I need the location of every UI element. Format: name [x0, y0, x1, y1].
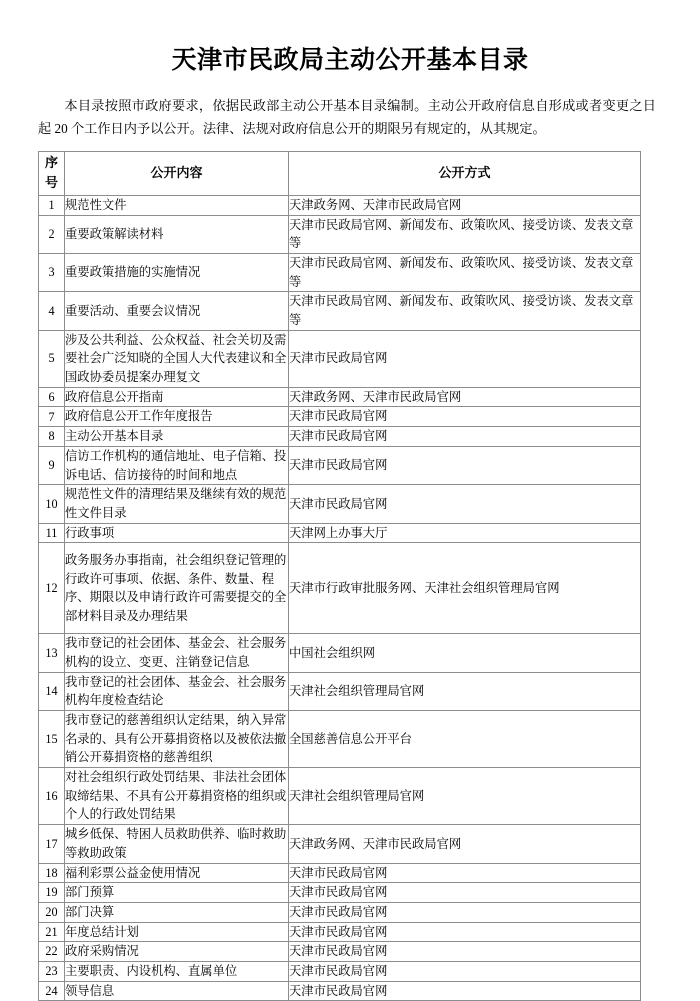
- cell-content: 信访工作机构的通信地址、电子信箱、投诉电话、信访接待的时间和地点: [65, 446, 289, 484]
- cell-method: 天津网上办事大厅: [289, 523, 641, 543]
- cell-method: 天津市民政局官网: [289, 330, 641, 387]
- table-row: [39, 195, 641, 215]
- cell-index: 6: [39, 387, 65, 407]
- cell-content: 部门预算: [65, 883, 289, 903]
- cell-index: 5: [39, 330, 65, 387]
- table-row: [39, 672, 641, 710]
- cell-method: 天津市民政局官网: [289, 407, 641, 427]
- cell-index: 10: [39, 485, 65, 523]
- page-title: 天津市民政局主动公开基本目录: [171, 47, 529, 74]
- cell-method: 天津市民政局官网: [289, 902, 641, 922]
- cell-index: 9: [39, 446, 65, 484]
- cell-method: 天津市民政局官网、新闻发布、政策吹风、接受访谈、发表文章等: [289, 292, 641, 330]
- table-body: [39, 195, 641, 1000]
- column-header-no: 序号: [39, 152, 65, 196]
- table-row: [39, 543, 641, 634]
- cell-index: 12: [39, 543, 65, 634]
- table-header-row: [39, 152, 641, 196]
- table-row: [39, 922, 641, 942]
- cell-method: 天津市民政局官网: [289, 922, 641, 942]
- cell-index: 15: [39, 711, 65, 768]
- cell-index: 21: [39, 922, 65, 942]
- cell-index: 18: [39, 863, 65, 883]
- table-row: [39, 485, 641, 523]
- cell-content: 重要政策解读材料: [65, 215, 289, 253]
- table-row: [39, 981, 641, 1001]
- table-header: [39, 152, 641, 196]
- cell-method: 天津市民政局官网: [289, 485, 641, 523]
- cell-index: 11: [39, 523, 65, 543]
- cell-content: 重要活动、重要会议情况: [65, 292, 289, 330]
- table-row: [39, 330, 641, 387]
- cell-index: 4: [39, 292, 65, 330]
- cell-method: 天津市民政局官网: [289, 942, 641, 962]
- table-row: [39, 446, 641, 484]
- cell-content: 对社会组织行政处罚结果、非法社会团体取缔结果、不具有公开募捐资格的组织或个人的行政处罚结果: [65, 768, 289, 825]
- cell-index: 8: [39, 427, 65, 447]
- cell-content: 主动公开基本目录: [65, 427, 289, 447]
- cell-index: 7: [39, 407, 65, 427]
- cell-method: 天津市民政局官网: [289, 427, 641, 447]
- table-row: [39, 711, 641, 768]
- cell-method: 天津政务网、天津市民政局官网: [289, 195, 641, 215]
- cell-index: 19: [39, 883, 65, 903]
- cell-index: 3: [39, 253, 65, 291]
- catalog-table: [38, 151, 641, 1001]
- cell-index: 22: [39, 942, 65, 962]
- cell-content: 领导信息: [65, 981, 289, 1001]
- table-row: [39, 523, 641, 543]
- table-row: [39, 768, 641, 825]
- cell-content: 城乡低保、特困人员救助供养、临时救助等救助政策: [65, 825, 289, 863]
- intro-paragraph: 本目录按照市政府要求，依据民政部主动公开基本目录编制。主动公开政府信息自形成或者变更之日起 20 个工作日内予以公开。法律、法规对政府信息公开的期限另有规定的，从其规定。: [38, 98, 656, 136]
- cell-content: 政府采购情况: [65, 942, 289, 962]
- cell-index: 16: [39, 768, 65, 825]
- cell-method: 天津市民政局官网: [289, 446, 641, 484]
- cell-method: 天津市民政局官网、新闻发布、政策吹风、接受访谈、发表文章等: [289, 215, 641, 253]
- table-row: [39, 825, 641, 863]
- cell-content: 我市登记的社会团体、基金会、社会服务机构年度检查结论: [65, 672, 289, 710]
- cell-content: 政务服务办事指南，社会组织登记管理的行政许可事项、依据、条件、数量、程序、期限以及申请行政许可需要提交的全部材料目录及办理结果: [65, 543, 289, 634]
- cell-index: 24: [39, 981, 65, 1001]
- cell-content: 行政事项: [65, 523, 289, 543]
- cell-content: 部门决算: [65, 902, 289, 922]
- cell-method: 天津政务网、天津市民政局官网: [289, 825, 641, 863]
- cell-index: 23: [39, 961, 65, 981]
- cell-index: 1: [39, 195, 65, 215]
- cell-content: 规范性文件: [65, 195, 289, 215]
- cell-index: 13: [39, 634, 65, 672]
- catalog-table-container: [0, 140, 700, 1001]
- cell-method: 全国慈善信息公开平台: [289, 711, 641, 768]
- cell-method: 天津市民政局官网: [289, 981, 641, 1001]
- cell-content: 主要职责、内设机构、直属单位: [65, 961, 289, 981]
- table-row: [39, 863, 641, 883]
- cell-index: 20: [39, 902, 65, 922]
- cell-content: 我市登记的慈善组织认定结果，纳入异常名录的、具有公开募捐资格以及被依法撤销公开募捐资格的慈善组织: [65, 711, 289, 768]
- table-row: [39, 634, 641, 672]
- cell-content: 政府信息公开指南: [65, 387, 289, 407]
- column-header-method: 公开方式: [289, 152, 641, 196]
- table-row: [39, 883, 641, 903]
- table-row: [39, 253, 641, 291]
- cell-method: 天津市民政局官网: [289, 961, 641, 981]
- column-header-content: 公开内容: [65, 152, 289, 196]
- table-row: [39, 292, 641, 330]
- cell-content: 政府信息公开工作年度报告: [65, 407, 289, 427]
- cell-index: 14: [39, 672, 65, 710]
- table-row: [39, 427, 641, 447]
- cell-index: 17: [39, 825, 65, 863]
- cell-content: 规范性文件的清理结果及继续有效的规范性文件目录: [65, 485, 289, 523]
- table-row: [39, 407, 641, 427]
- cell-method: 天津市民政局官网: [289, 863, 641, 883]
- cell-method: 天津市行政审批服务网、天津社会组织管理局官网: [289, 543, 641, 634]
- cell-content: 涉及公共利益、公众权益、社会关切及需要社会广泛知晓的全国人大代表建议和全国政协委员提案办理复文: [65, 330, 289, 387]
- cell-method: 天津市民政局官网: [289, 883, 641, 903]
- table-row: [39, 902, 641, 922]
- table-row: [39, 215, 641, 253]
- cell-content: 重要政策措施的实施情况: [65, 253, 289, 291]
- cell-method: 天津政务网、天津市民政局官网: [289, 387, 641, 407]
- cell-index: 2: [39, 215, 65, 253]
- cell-content: 我市登记的社会团体、基金会、社会服务机构的设立、变更、注销登记信息: [65, 634, 289, 672]
- cell-method: 天津市民政局官网、新闻发布、政策吹风、接受访谈、发表文章等: [289, 253, 641, 291]
- cell-content: 年度总结计划: [65, 922, 289, 942]
- table-row: [39, 961, 641, 981]
- table-row: [39, 942, 641, 962]
- table-row: [39, 387, 641, 407]
- cell-method: 天津社会组织管理局官网: [289, 768, 641, 825]
- cell-content: 福利彩票公益金使用情况: [65, 863, 289, 883]
- cell-method: 中国社会组织网: [289, 634, 641, 672]
- cell-method: 天津社会组织管理局官网: [289, 672, 641, 710]
